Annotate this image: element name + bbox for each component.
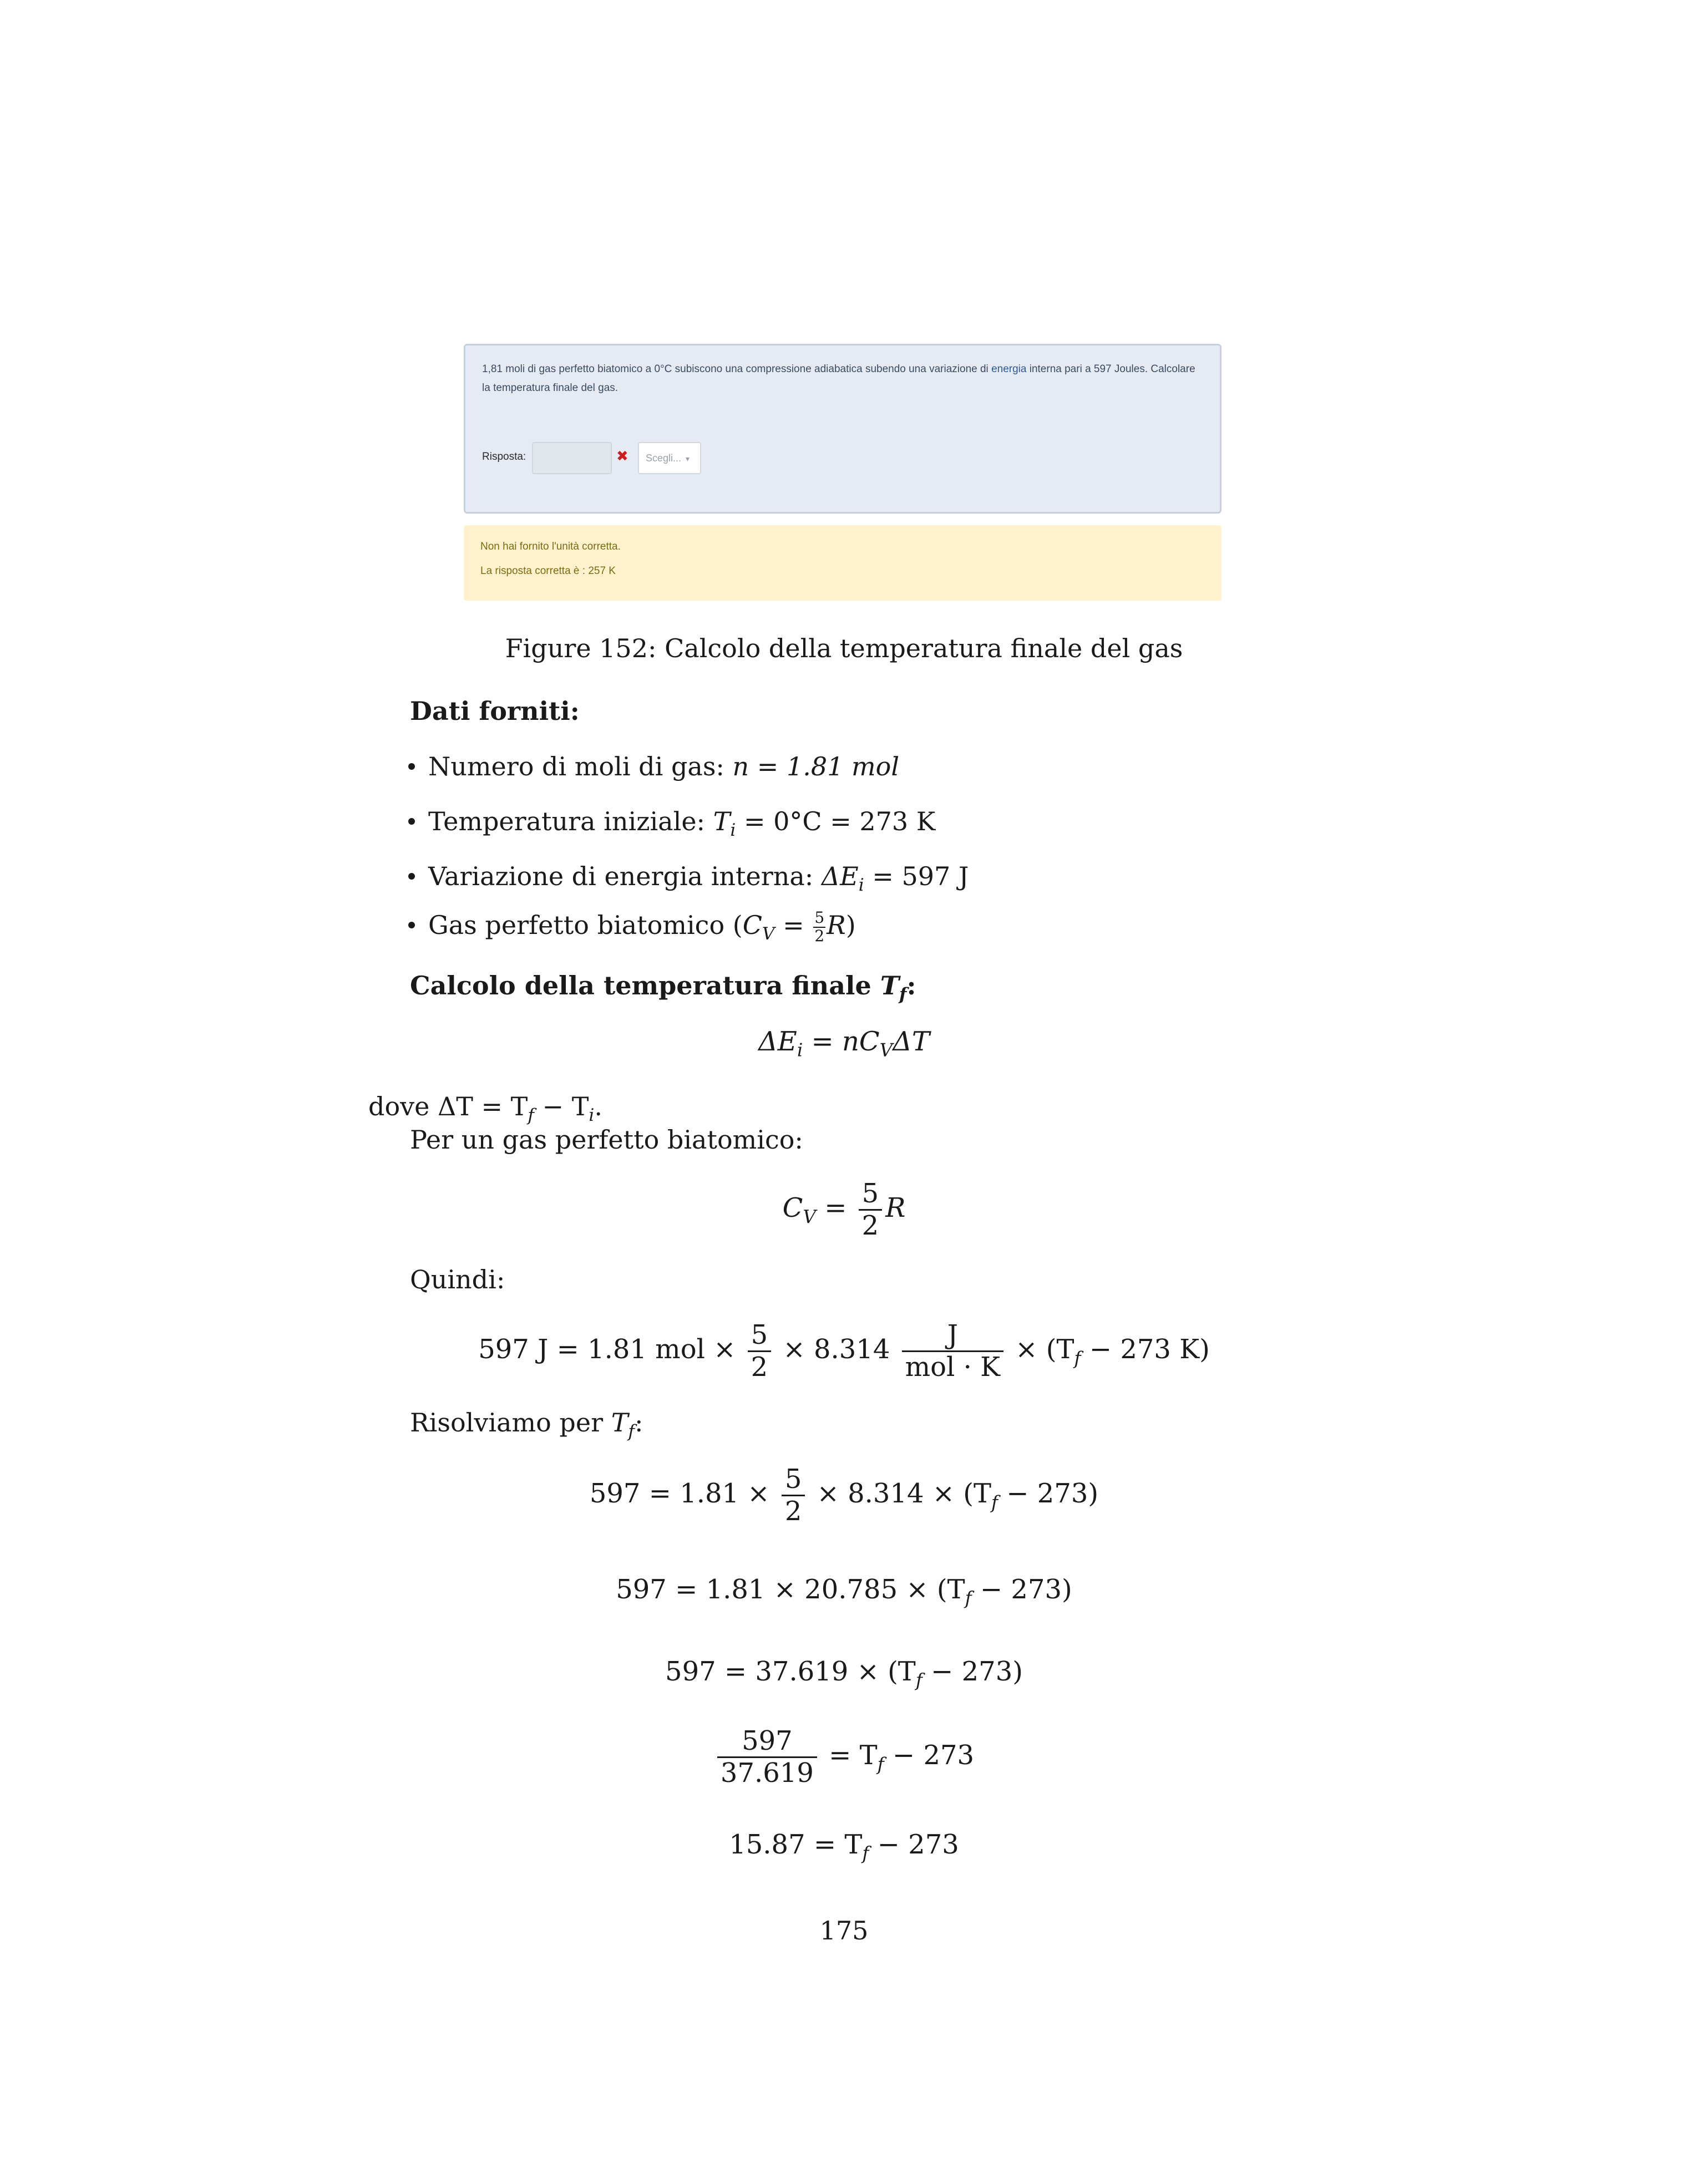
- unit-select[interactable]: [638, 442, 701, 474]
- equation-step2: $597 = 1.81 \times 20.785 \times (T_f - 273)$: [616, 1574, 1072, 1609]
- question-text: 1,81 moli di gas perfetto biatomico a 0°C subiscono una compressione adiabatica subendo una variazione di energia interna pari a 597 Joules. Calcolare la temperatura finale del gas.: [482, 363, 1195, 394]
- energia-link[interactable]: energia: [991, 363, 1027, 375]
- equation-substituted: 597 J = 1.81 mol × $\frac{5}{2}$ × 8.314 $\frac{J}{\text{mol · K}}$ × ($T_f - 273$ K): [478, 1319, 1210, 1383]
- quindi-text: Quindi:: [410, 1264, 505, 1294]
- fraction: $\frac{5}{2}$: [748, 1320, 772, 1383]
- equation-step4: $\frac{597}{37.619}$ = $T_f - 273$: [0, 1726, 1688, 1789]
- answer-label: Risposta:: [482, 451, 526, 463]
- bullet-dot: [408, 922, 415, 928]
- bullet-energia: Variazione di energia interna: $\Delta E_i = 597$ J: [408, 861, 969, 895]
- bullet-dot: [408, 818, 415, 825]
- per-un-gas-text: Per un gas perfetto biatomico:: [410, 1125, 803, 1155]
- unit-select-placeholder: Scegli...: [646, 453, 682, 464]
- equation-energy: $\Delta E_i = nC_V\Delta T$: [758, 1026, 930, 1061]
- unit-fraction: $\frac{J}{\text{mol · K}}$: [902, 1320, 1003, 1383]
- fraction: $\frac{5}{2}$: [782, 1464, 805, 1527]
- figure-caption: Figure 152: Calcolo della temperatura finale del gas: [505, 633, 1183, 663]
- fraction: $\frac{597}{37.619}$: [717, 1726, 817, 1789]
- bullet-temperatura: Temperatura iniziale: $T_i = 0^\circ C = 273$ K: [408, 806, 935, 840]
- bullet-dot: [408, 873, 415, 880]
- dove-text: dove $\Delta T = T_f - T_i$.: [368, 1091, 603, 1126]
- dati-heading: Dati forniti:: [410, 696, 580, 726]
- feedback-box: [464, 525, 1221, 601]
- bullet-dot: [408, 763, 415, 770]
- page-number: 175: [819, 1916, 869, 1946]
- bullet-biatomico: Gas perfetto biatomico ($C_V$ = $\frac{5}{2}$ R): [408, 910, 856, 945]
- risolviamo-text: Risolviamo per $T_f$:: [410, 1408, 643, 1442]
- incorrect-icon: ✖: [616, 448, 628, 464]
- answer-input[interactable]: [532, 442, 612, 474]
- bullet-moli: Numero di moli di gas: n = 1.81 mol: [408, 751, 899, 781]
- fraction: $\frac{5}{2}$: [814, 908, 825, 945]
- correct-answer-message: La risposta corretta è : 257 K: [480, 565, 616, 577]
- question-card: [464, 344, 1221, 514]
- equation-step5: $15.87 = T_f - 273$: [729, 1829, 959, 1864]
- feedback-message: Non hai fornito l'unità corretta.: [480, 541, 621, 552]
- equation-step3: $597 = 37.619 \times (T_f - 273)$: [665, 1656, 1023, 1691]
- chevron-down-icon: ▾: [686, 454, 690, 463]
- equation-step1: 597 = 1.81 × $\frac{5}{2}$ × $8.314 \times (T_f - 273)$: [589, 1464, 1099, 1527]
- fraction: $\frac{5}{2}$: [859, 1179, 883, 1241]
- equation-cv: $C_V$ = $\frac{5}{2}$ R: [782, 1178, 906, 1242]
- calcolo-heading: Calcolo della temperatura finale $T_f$:: [410, 971, 916, 1005]
